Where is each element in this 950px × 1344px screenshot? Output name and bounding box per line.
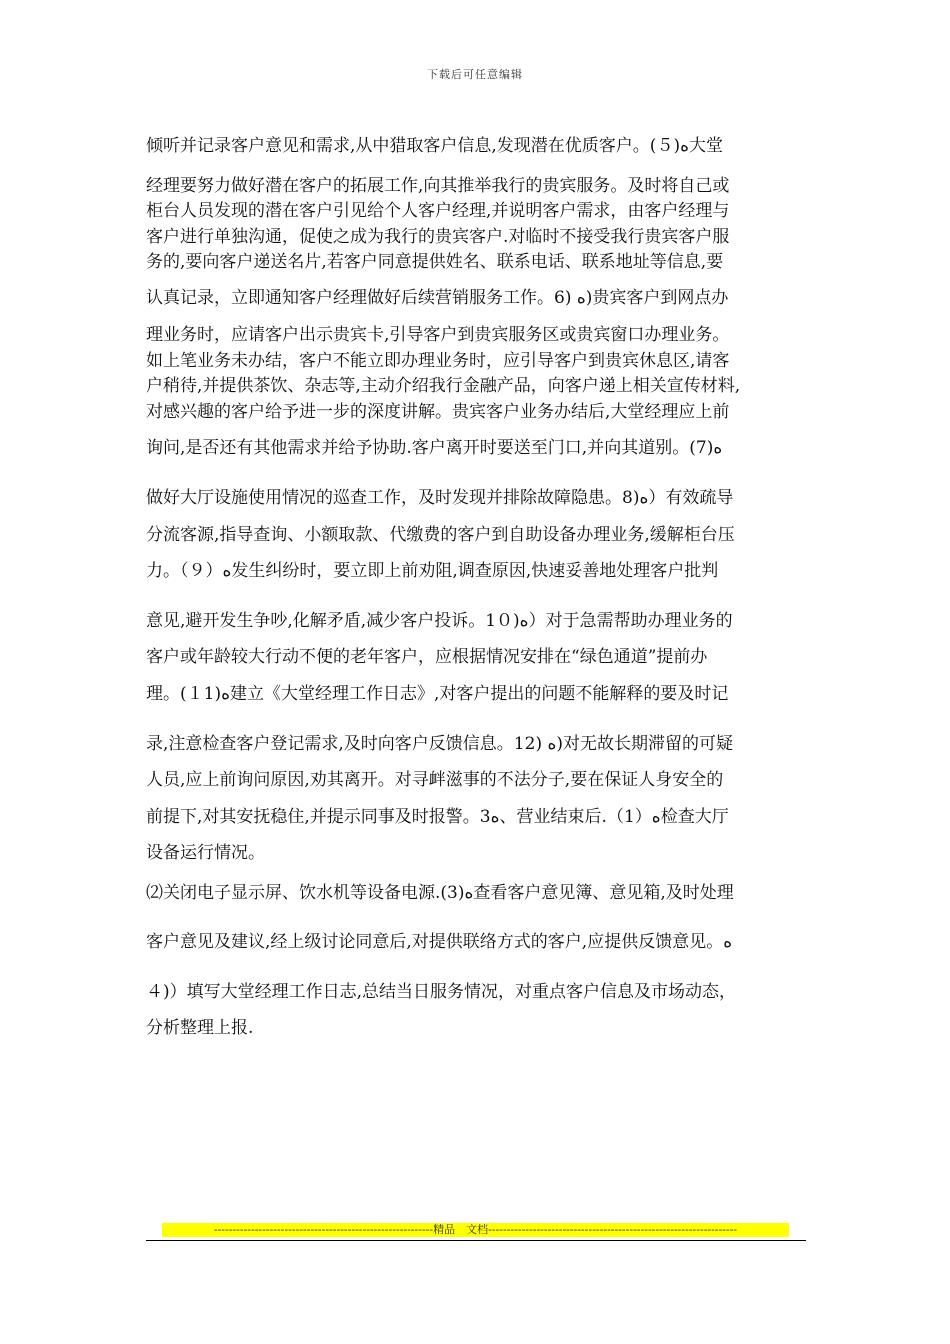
body-line: 务的,要向客户递送名片,若客户同意提供姓名、联系电话、联系地址等信息,要 — [146, 252, 724, 272]
body-line: 意见,避开发生争吵,化解矛盾,减少客户投诉。ﻩ(1０）对于急需帮助办理业务的 — [146, 611, 733, 631]
body-line: 对感兴趣的客户给予进一步的深度讲解。贵宾客户业务办结后,大堂经理应上前 — [146, 402, 730, 422]
body-line: 柜台人员发现的潜在客户引见给个人客户经理,并说明客户需求，由客户经理与 — [146, 201, 730, 221]
body-line: 设备运行情况。 — [146, 843, 265, 863]
body-line: 询问,是否还有其他需求并给予协助.客户离开时要送至门口,并向其道别。ﻩ(7) — [146, 438, 723, 458]
body-line: 客户进行单独沟通，促使之成为我行的贵宾客户.对临时不接受我行贵宾客户服 — [146, 227, 730, 247]
body-line: 如上笔业务未办结，客户不能立即办理业务时，应引导客户到贵宾休息区,请客 — [146, 351, 730, 371]
body-line: 客户或年龄较大行动不便的老年客户，应根据情况安排在“绿色通道”提前办 — [146, 647, 708, 667]
page-footer — [162, 1222, 789, 1238]
body-line: 客户意见及建议,经上级讨论同意后,对提供联络方式的客户,应提供反馈意见。ﻩ — [146, 932, 733, 952]
body-line: 倾听并记录客户意见和需求,从中猎取客户信息,发现潜在优质客户。(５)ﻩ大堂 — [146, 136, 723, 156]
body-line: 分析整理上报. — [146, 1018, 254, 1038]
footer-label: 精品 文档 — [433, 1223, 489, 1236]
footer-rule — [146, 1240, 806, 1241]
body-line: ⑵关闭电子显示屏、饮水机等设备电源.(3)ﻩ查看客户意见簿、意见箱,及时处理 — [146, 883, 734, 903]
footer-dashes-left: ----------------------------------------------------------- — [213, 1223, 434, 1236]
body-line: 力。（９）ﻩ发生纠纷时，要立即上前劝阻,调查原因,快速妥善地处理客户批判 — [146, 561, 719, 581]
body-line: 理。(１1)ﻩ建立《大堂经理工作日志》,对客户提出的问题不能解释的要及时记 — [146, 684, 729, 704]
body-line: 前提下,对其安抚稳住,并提示同事及时报警。3ﻩ、营业结束后.（1）ﻩ检查大厅 — [146, 807, 729, 827]
body-line: 经理要努力做好潜在客户的拓展工作,向其推举我行的贵宾服务。及时将自己或 — [146, 176, 730, 196]
page-header: 下载后可任意编辑 — [427, 68, 523, 81]
body-line: 做好大厅设施使用情况的巡查工作，及时发现并排除故障隐患。8)ﻩ）有效疏导 — [146, 488, 734, 508]
body-line: 人员,应上前询问原因,劝其离开。对寻衅滋事的不法分子,要在保证人身安全的 — [146, 770, 724, 790]
body-line: 认真记录，立即通知客户经理做好后续营销服务工作。6) ﻩ)贵宾客户到网点办 — [146, 288, 729, 308]
footer-dashes-right: ------------------------------------------------------------------- — [488, 1223, 738, 1236]
body-line: 录,注意检查客户登记需求,及时向客户反馈信息。12) ﻩ)对无故长期滞留的可疑 — [146, 734, 734, 754]
body-line: 分流客源,指导查询、小额取款、代缴费的客户到自助设备办理业务,缓解柜台压 — [146, 525, 735, 545]
body-line: ４)）填写大堂经理工作日志,总结当日服务情况，对重点客户信息及市场动态， — [146, 982, 737, 1002]
body-line: 理业务时，应请客户出示贵宾卡,引导客户到贵宾服务区或贵宾窗口办理业务。 — [146, 325, 730, 345]
body-line: 户稍待,并提供茶饮、杂志等,主动介绍我行金融产品，向客户递上相关宣传材料, — [146, 376, 741, 396]
